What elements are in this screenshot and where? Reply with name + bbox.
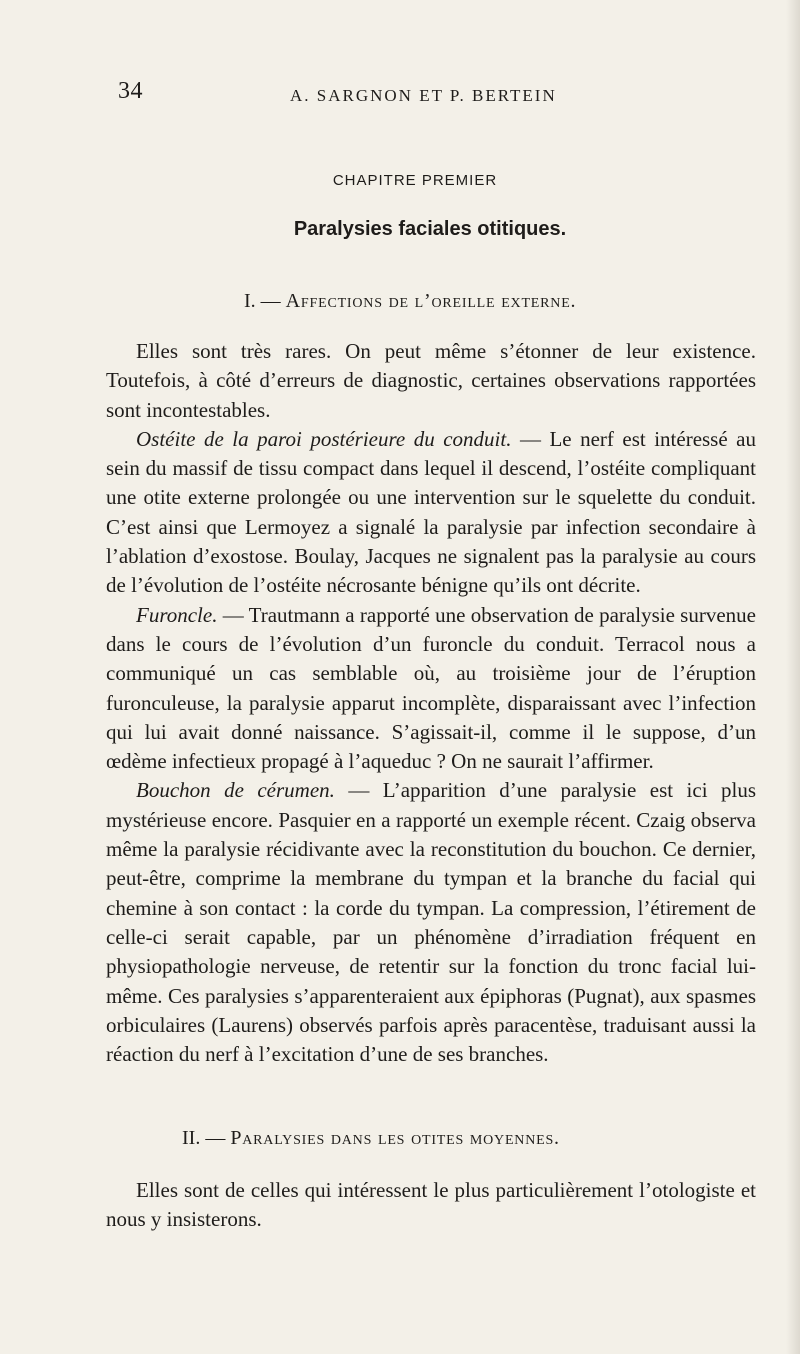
paragraph (106, 776, 756, 1069)
section-1-body (106, 337, 756, 1069)
paragraph (106, 337, 756, 425)
paragraph-text: — L’apparition d’une paralysie est ici plus mystérieuse encore. Pasquier en a rapporté un exemple récent. Czaig observa même la paralysie récidivante avec la reconstitution du bouchon. Ce dernier, peut-être, comprime la membrane du tympan et la branche du facial qui chemine à son contact : la corde du tympan. La compression, l’étirement de celle-ci serait capable, par un phénomène d’irradiation fréquent en physiopathologie nerveuse, de retentir sur la fonction du tronc facial lui-même. Ces paralysies s’apparenteraient aux épiphoras (Pugnat), aux spasmes orbiculaires (Laurens) observés parfois après paracentèse, traduisant aussi la réaction du nerf à l’excitation d’une de ses branches. (106, 778, 756, 1067)
section-numeral: II. — (182, 1127, 226, 1149)
running-head: A. SARGNON ET P. BERTEIN (290, 86, 557, 105)
page-header (0, 78, 800, 110)
paragraph (106, 1176, 756, 1235)
paragraph-lead: Furoncle. (136, 602, 218, 627)
page-number: 34 (118, 78, 143, 104)
paragraph (106, 425, 756, 601)
section-heading-1 (0, 290, 800, 313)
section-title: Paralysies dans les otites moyennes. (230, 1127, 560, 1149)
paragraph-text: — Trautmann a rapporté une observation de paralysie survenue dans le cours de l’évolution d’un furoncle du conduit. Terracol nous a communiqué un cas semblable où, au troisième jour de l’éruption furonculeuse, la paralysie apparut incomplète, disparaissant avec l’infection qui lui avait donné naissance. S’agissait-il, comme il le suppose, d’un œdème infectieux propagé à l’aqueduc ? On ne saurait l’affirmer. (106, 602, 756, 774)
page-edge-shadow (786, 0, 800, 1354)
section-numeral: I. — (244, 290, 281, 312)
section-2-body (106, 1176, 756, 1235)
paragraph-text: Elles sont très rares. On peut même s’étonner de leur existence. Toutefois, à côté d’erreurs de diagnostic, certaines observations rapportées sont incontestables. (106, 339, 756, 422)
chapter-heading: CHAPITRE PREMIER (332, 172, 498, 189)
paragraph-text: Elles sont de celles qui intéressent le plus particulièrement l’otologiste et nous y insisterons. (106, 1178, 756, 1232)
section-heading-2 (0, 1127, 800, 1150)
paragraph (106, 601, 756, 777)
paragraph-lead: Bouchon de cérumen. (136, 778, 335, 803)
chapter-title: Paralysies faciales otitiques. (293, 218, 567, 240)
section-title: Affections de l’oreille externe. (285, 290, 577, 312)
paragraph-text: — Le nerf est intéressé au sein du massif de tissu compact dans lequel il descend, l’ostéite compliquant une otite externe prolongée ou une intervention sur le squelette du conduit. C’est ainsi que Lermoyez a signalé la paralysie par infection secondaire à l’ablation d’exostose. Boulay, Jacques ne signalent pas la paralysie au cours de l’évolution de l’ostéite nécrosante bénigne qu’ils ont décrite. (106, 426, 756, 598)
paragraph-lead: Ostéite de la paroi postérieure du conduit. (136, 426, 512, 451)
